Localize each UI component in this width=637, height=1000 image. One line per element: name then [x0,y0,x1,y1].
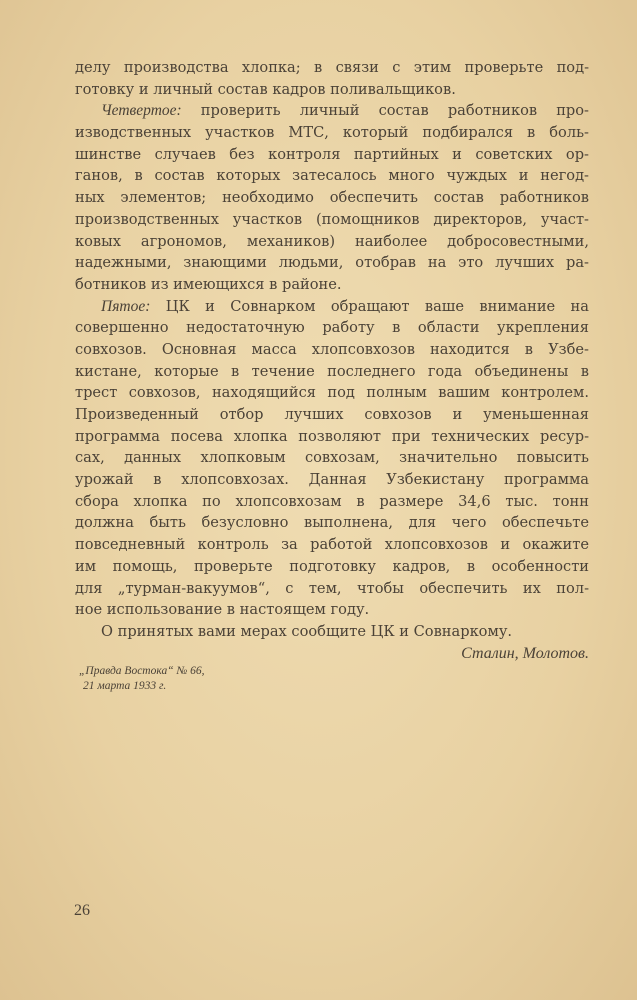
text-line [75,534,589,556]
line-text: готовку и личный состав кадров поливальщиков. [75,80,456,98]
line-text: должна быть безусловно выполнена, для чего обеспечьте [75,514,589,532]
text-line [75,187,589,209]
line-text: делу производства хлопка; в связи с этим проверьте под- [75,59,589,76]
line-text: изводственных участков МТС, который подбирался в боль- [75,124,589,142]
line-text: повседневный контроль за работой хлопсовхозов и окажите [75,536,589,554]
source-line-1: „Правда Востока“ № 66, [79,665,205,677]
line-text: Произведенный отбор лучших совхозов и уменьшенная [75,406,589,423]
line-text: ганов, в состав которых затесалось много чуждых и негод- [75,167,589,185]
text-line [75,57,589,79]
line-text: ковых агрономов, механиков) наиболее добросовестными, [75,232,589,250]
line-text: производственных участков (помощников директоров, участ- [75,210,589,228]
body-text [75,57,589,664]
source-citation [79,664,205,694]
paragraph-lead: Четвертое: [101,102,182,120]
line-text: для „турман-вакуумов“, с тем, чтобы обеспечить их пол- [75,579,589,597]
text-line [75,382,589,404]
line-text: сбора хлопка по хлопсовхозам в размере 34,6 тыс. тонн [75,492,589,510]
text-line [75,252,589,274]
line-text: О принятых вами мерах сообщите ЦК и Совнаркому. [101,622,513,640]
text-line [75,404,589,426]
text-line [75,361,589,383]
line-text: совхозов. Основная масса хлопсовхозов находится в Узбе- [75,340,589,358]
line-text: совершенно недостаточную работу в области укрепления [75,319,589,337]
text-line [75,144,589,166]
line-text: им помощь, проверьте подготовку кадров, в особенности [75,557,589,575]
text-line [75,491,589,513]
line-text: программа посева хлопка позволяют при технических ресур- [75,427,589,445]
text-line [75,578,589,600]
text-line [75,469,589,491]
text-line [75,317,589,339]
text-line [75,231,589,253]
line-text: шинстве случаев без контроля партийных и советских ор- [75,145,589,163]
signature-line [75,643,589,665]
text-line [75,339,589,361]
text-line [75,122,589,144]
line-text: урожай в хлопсовхозах. Данная Узбекистану программа [75,471,589,489]
source-line-2: 21 марта 1933 г. [83,680,167,692]
line-text: трест совхозов, находящийся под полным вашим контролем. [75,384,589,402]
paragraph-lead: Пятое: [101,297,151,315]
text-line [75,165,589,187]
text-line [75,556,589,578]
line-text: ных элементов; необходимо обеспечить состав работников [75,189,589,207]
text-line [75,100,589,122]
signature: Сталин, Молотов. [461,644,589,662]
text-line [75,426,589,448]
line-text: сах, данных хлопковым совхозам, значительно повысить [75,449,589,467]
line-text: проверить личный состав работников про- [181,102,589,120]
line-text: надежными, знающими людьми, отобрав на это лучших ра- [75,254,589,272]
line-text: ное использование в настоящем году. [75,601,370,619]
text-line [75,447,589,469]
line-text: кистане, которые в течение последнего года объединены в [75,362,589,380]
text-line [75,296,589,318]
text-line [75,621,589,643]
text-line [75,274,589,296]
text-line [75,209,589,231]
line-text: ЦК и Совнарком обращают ваше внимание на [150,297,589,315]
text-line [75,79,589,101]
text-line [75,512,589,534]
page-number: 26 [74,902,90,919]
line-text: ботников из имеющихся в районе. [75,275,342,293]
text-line [75,599,589,621]
